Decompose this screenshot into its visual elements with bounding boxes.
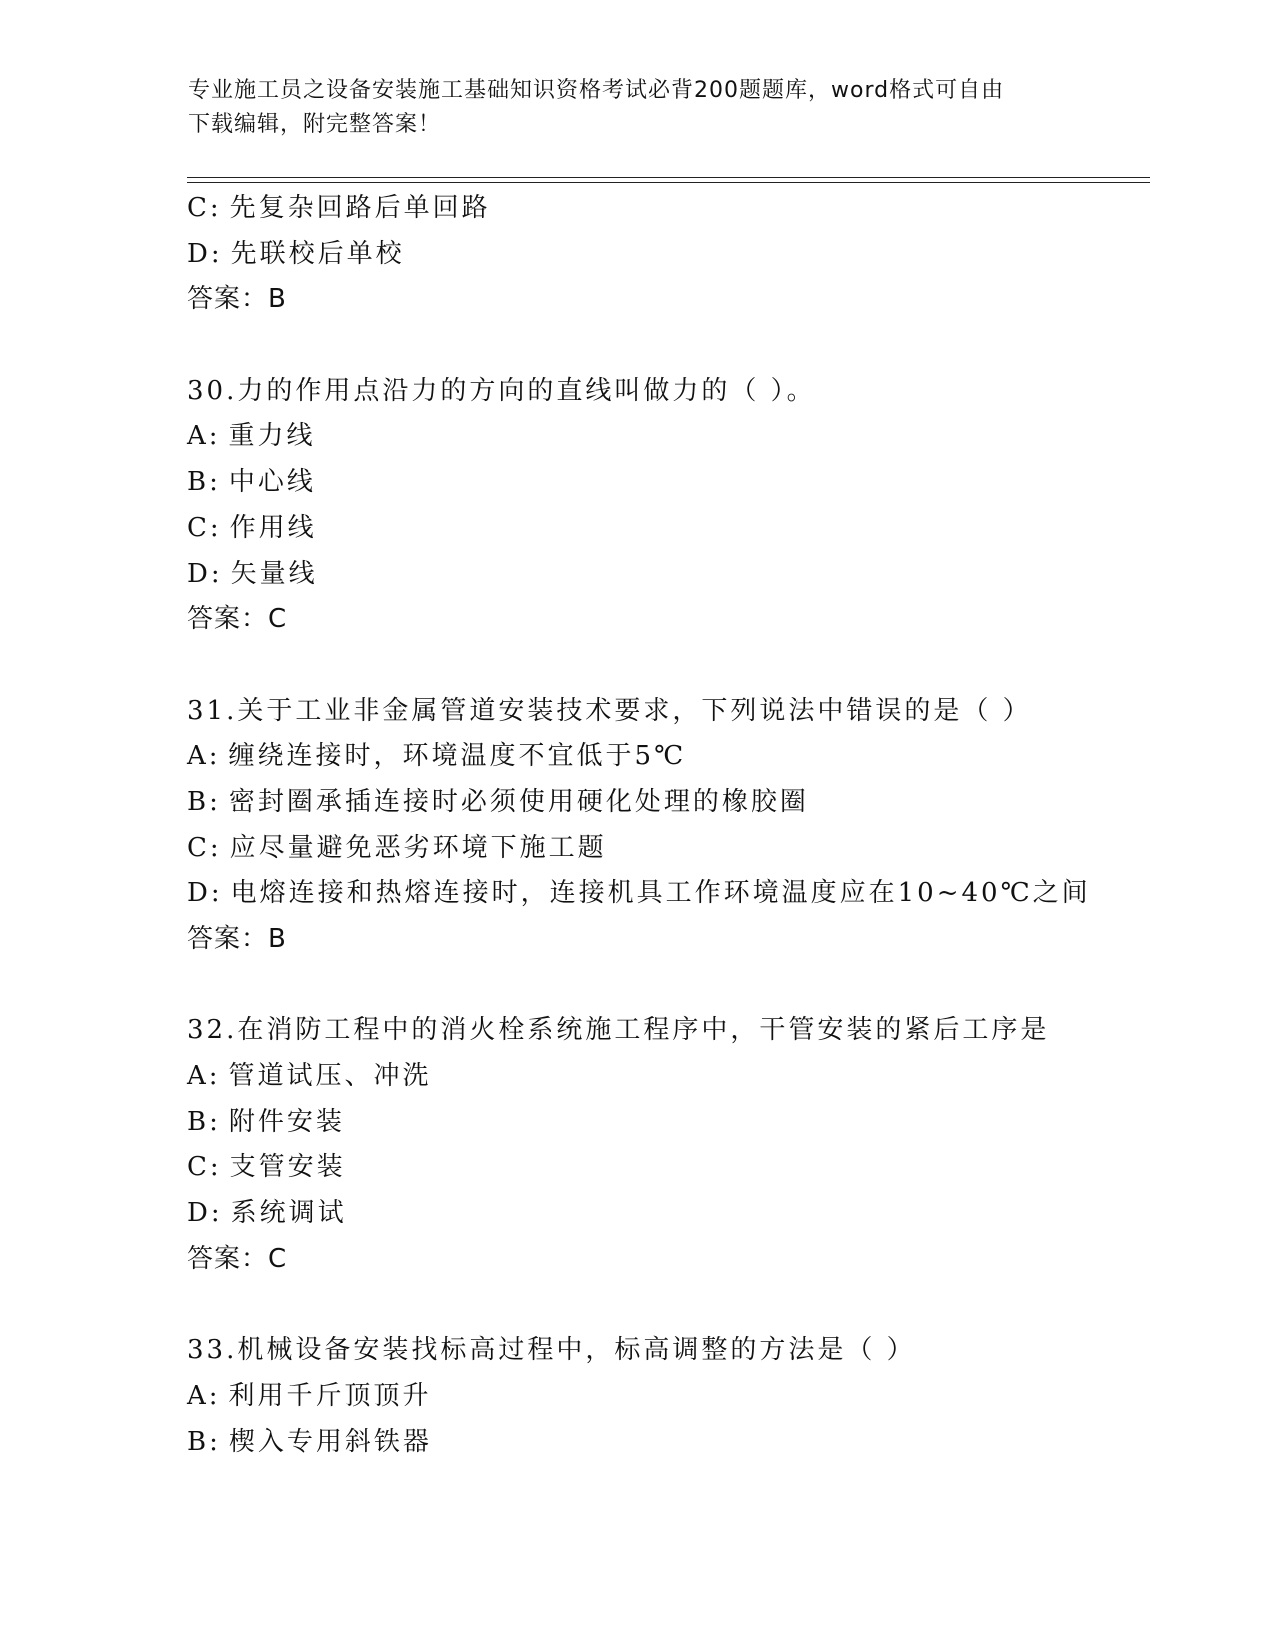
option-row [187,1191,1147,1237]
answer-line: 答案：C [187,1243,288,1274]
option-text: 中心线 [228,467,316,498]
option-letter: B: [187,467,221,498]
question-stem: 33.机械设备安装找标高过程中，标高调整的方法是（ ） [187,1335,916,1366]
option-letter: C: [187,832,222,863]
option-letter: B: [187,1106,221,1137]
option-letter: A: [187,1061,221,1092]
option-letter: D: [187,238,223,269]
option-row [187,506,1147,552]
option-text: 重力线 [228,421,316,452]
header-rule-top [187,177,1150,178]
option-letter: C: [187,512,222,543]
option-text: 应尽量避免恶劣环境下施工题 [229,832,607,863]
question-stem: 32.在消防工程中的消火栓系统施工程序中，干管安装的紧后工序是 [187,1015,1050,1046]
question-stem: 31.关于工业非金属管道安装技术要求，下列说法中错误的是（ ） [187,695,1032,726]
spacer [187,643,1147,689]
header-line-2: 下载编辑，附完整答案！ [188,112,442,137]
option-row [187,780,1147,826]
header-line-1: 专业施工员之设备安装施工基础知识资格考试必背200题题库，word格式可自由 [188,78,1005,103]
option-text: 缠绕连接时，环境温度不宜低于5℃ [228,741,687,772]
option-letter: D: [187,558,223,589]
option-text: 先联校后单校 [230,238,405,269]
spacer [187,323,1147,369]
option-row [187,186,1147,232]
spacer [187,963,1147,1009]
option-row [187,734,1147,780]
document-header [188,74,1068,142]
header-rule-bottom [187,182,1150,183]
answer-line: 答案：B [187,924,287,954]
option-row [187,871,1147,917]
option-letter: A: [187,741,221,772]
option-letter: A: [187,421,221,452]
answer-line: 答案：C [187,604,288,635]
option-row [187,460,1147,506]
option-text: 先复杂回路后单回路 [229,193,491,223]
option-letter: C: [187,1152,222,1183]
option-row [187,552,1147,598]
question-list [187,186,1147,1465]
option-row [187,1420,1147,1466]
option-text: 管道试压、冲洗 [228,1061,432,1092]
option-text: 支管安装 [229,1152,346,1183]
answer-line: 答案：B [187,284,287,315]
option-row [187,414,1147,460]
option-row [187,1145,1147,1191]
option-letter: A: [187,1380,221,1411]
option-text: 附件安装 [228,1106,345,1137]
option-text: 利用千斤顶顶升 [228,1380,432,1411]
option-row [187,1054,1147,1100]
option-row [187,826,1147,872]
option-letter: D: [187,878,223,909]
option-text: 作用线 [229,512,317,543]
option-text: 系统调试 [230,1198,347,1229]
option-text: 楔入专用斜铁器 [228,1426,432,1457]
option-row [187,1100,1147,1146]
option-row [187,232,1147,278]
option-letter: B: [187,1426,221,1457]
option-letter: D: [187,1198,223,1229]
option-letter: B: [187,786,221,817]
option-text: 矢量线 [230,558,318,589]
option-row [187,1374,1147,1420]
option-text: 电熔连接和热熔连接时，连接机具工作环境温度应在10~40℃之间 [230,878,1091,909]
option-text: 密封圈承插连接时必须使用硬化处理的橡胶圈 [228,786,809,817]
option-letter: C: [187,193,222,223]
spacer [187,1283,1147,1329]
question-stem: 30.力的作用点沿力的方向的直线叫做力的（ ）。 [187,375,816,406]
